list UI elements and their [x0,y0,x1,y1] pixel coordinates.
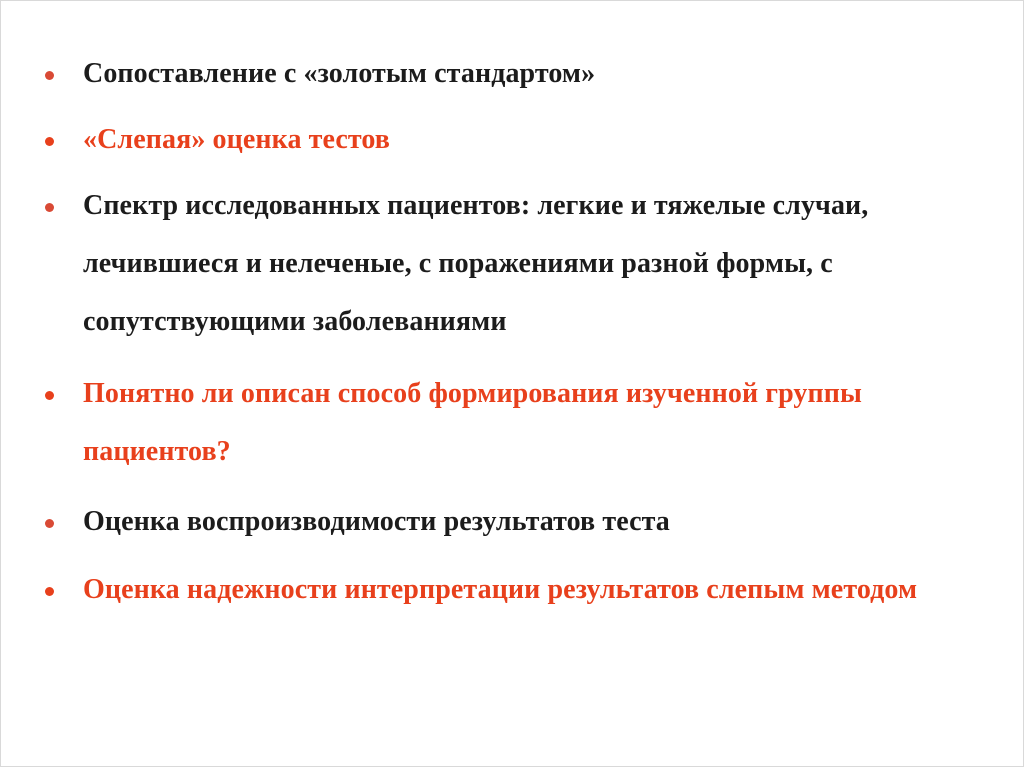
bullet-text: Оценка надежности интерпретации результатов слепым методом [83,574,918,605]
bullet-text: Сопоставление с «золотым стандартом» [83,58,596,89]
bullet-text: «Слепая» оценка тестов [83,124,391,155]
bullet-text: Оценка воспроизводимости результатов теста [83,506,670,537]
bullet-dot-icon [45,203,54,212]
bullet-dot-icon [45,519,54,528]
bullet-item-reproducibility [41,493,981,551]
bullet-dot-icon [45,587,54,596]
bullet-text: Понятно ли описан способ формирования изученной группы пациентов? [83,378,862,467]
bullet-item-blind-assessment [41,111,981,169]
bullet-list [41,45,981,627]
bullet-item-patient-spectrum [41,177,981,351]
bullet-dot-icon [45,71,54,80]
bullet-text: Спектр исследованных пациентов: легкие и тяжелые случаи, лечившиеся и нелеченые, с поражениями разной формы, с сопутствующими заболеваниями [83,190,869,337]
bullet-item-group-formation [41,365,981,481]
bullet-dot-icon [45,391,54,400]
bullet-item-gold-standard [41,45,981,103]
bullet-dot-icon [45,137,54,146]
bullet-item-blind-interpretation [41,561,981,619]
